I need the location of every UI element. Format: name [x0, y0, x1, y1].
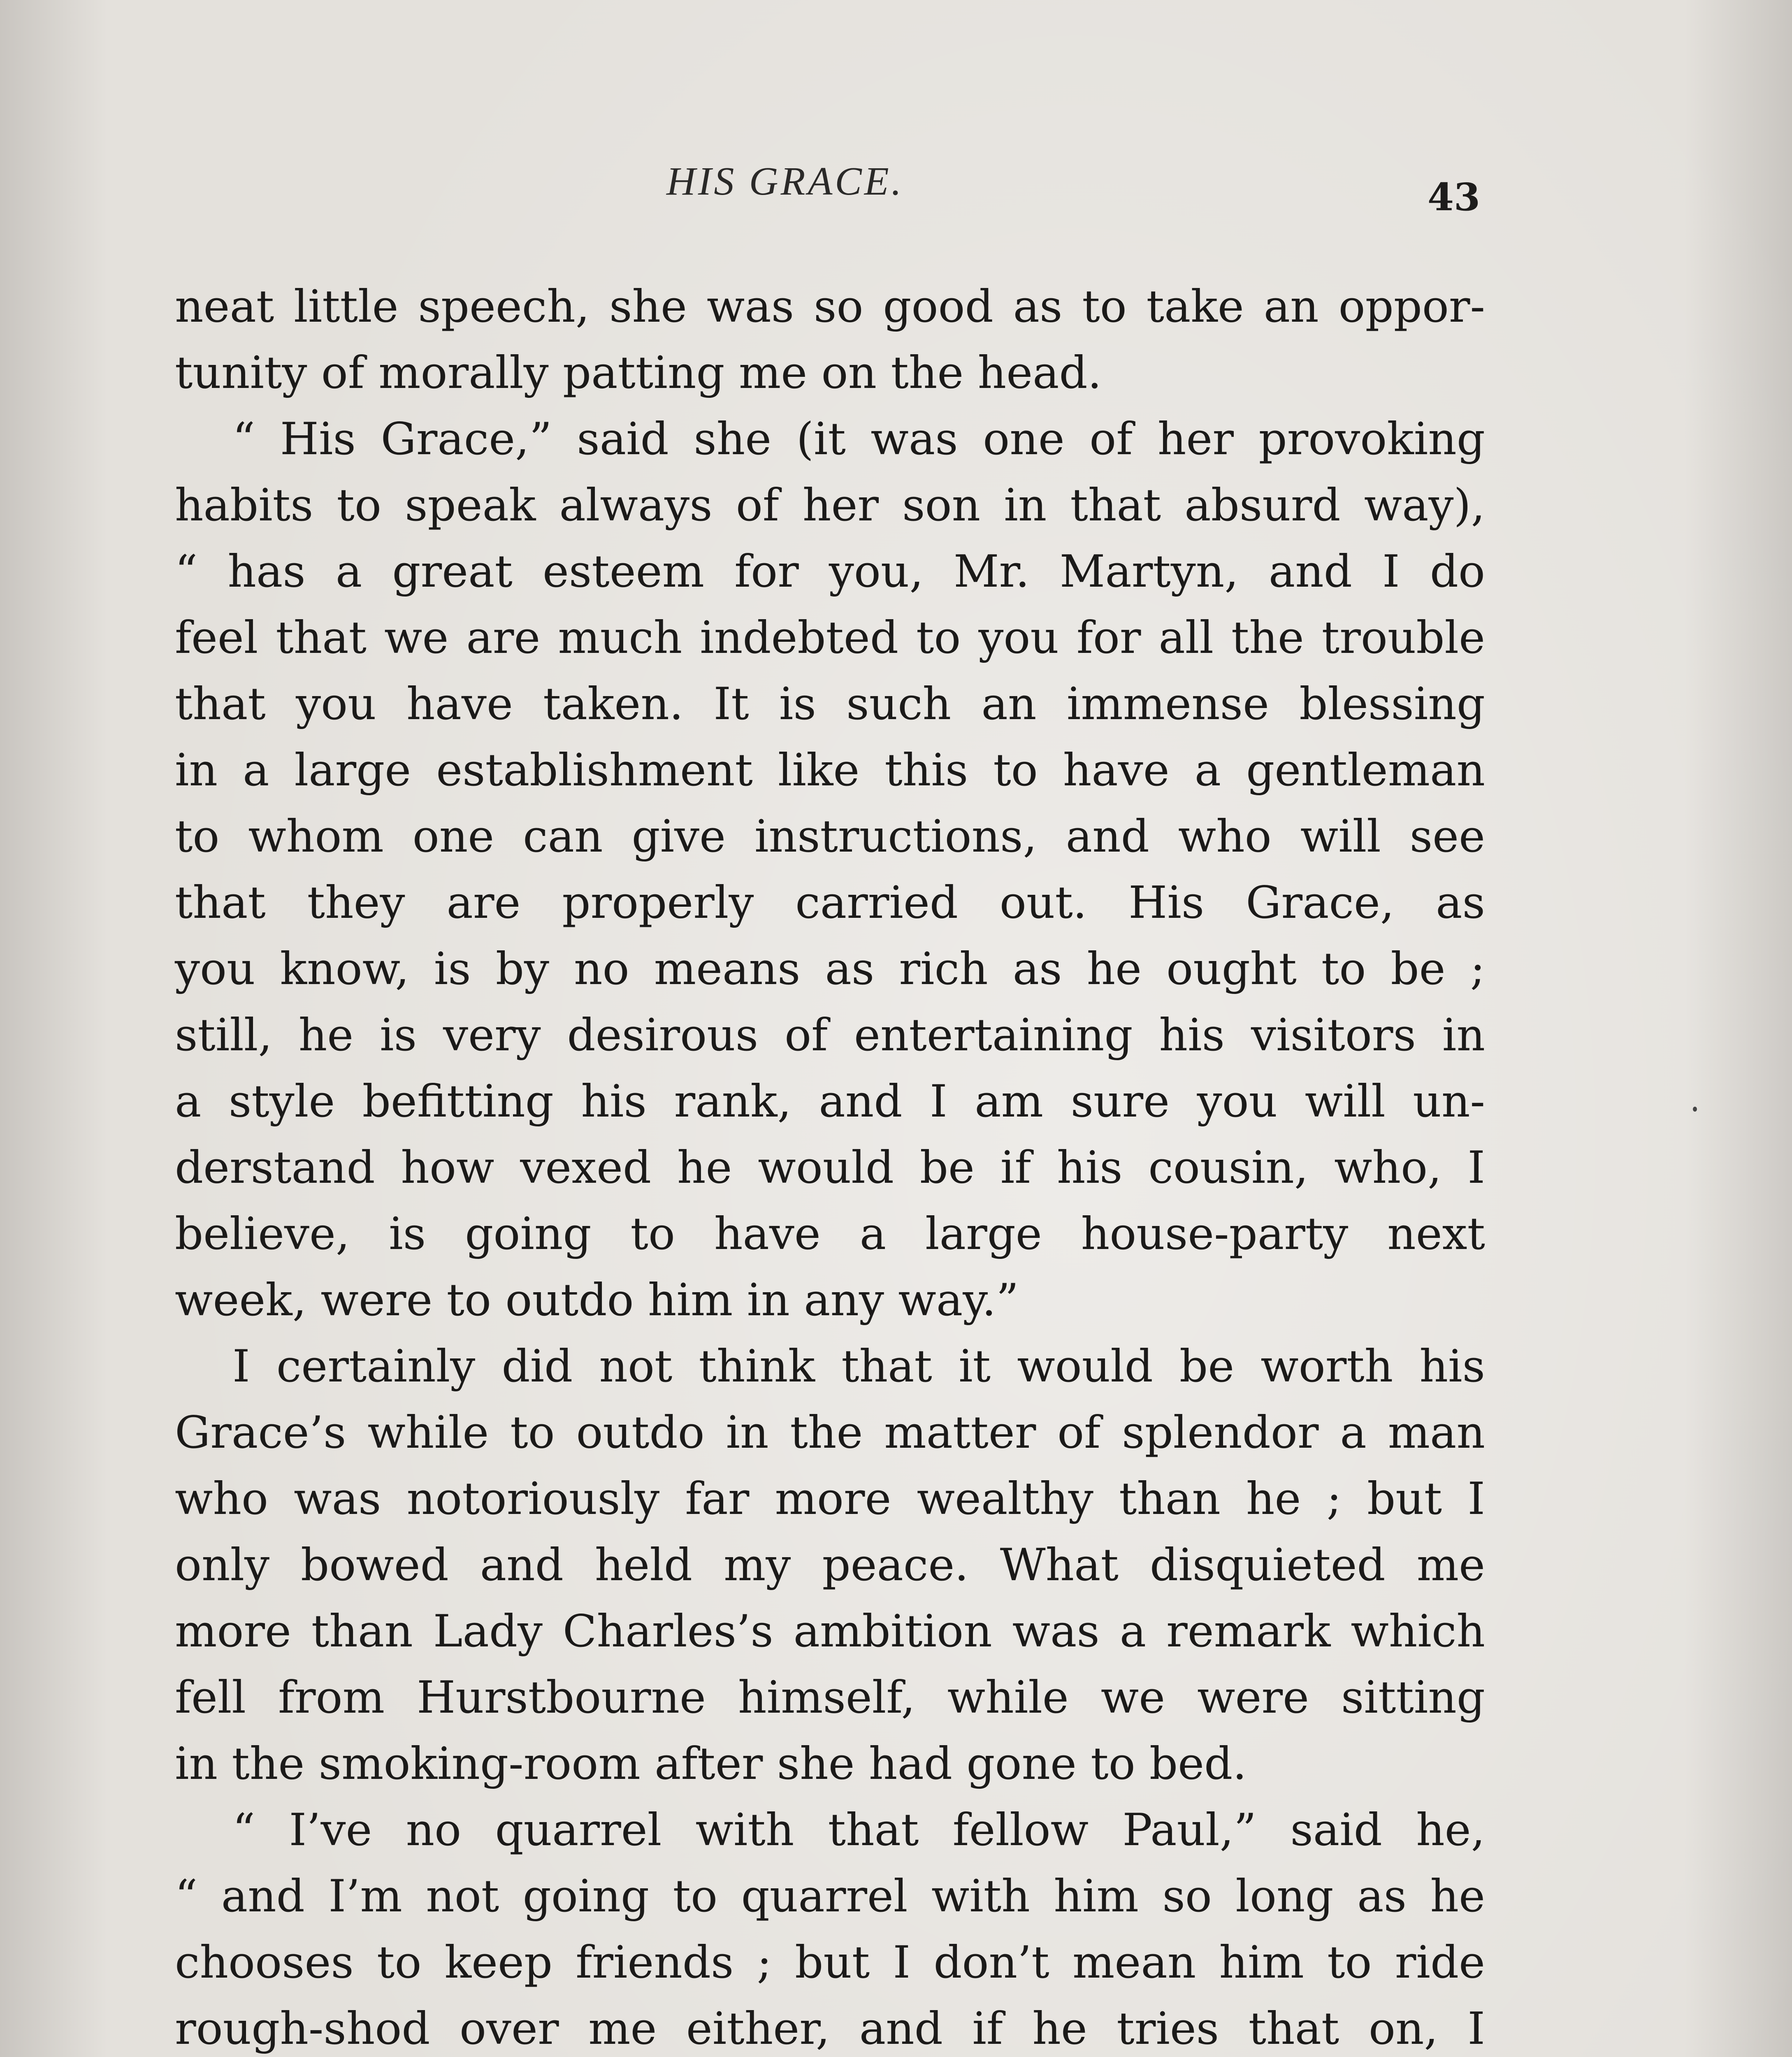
- text-line: “ I’ve no quarrel with that fellow Paul,” said he,: [232, 1804, 1485, 1856]
- text-line: fell from Hurstbourne himself, while we were sitting: [175, 1672, 1485, 1723]
- running-head: HIS GRACE.: [666, 159, 904, 204]
- text-line: “ has a great esteem for you, Mr. Martyn, and I do: [175, 546, 1485, 597]
- text-line: still, he is very desirous of entertaining his visitors in: [175, 1010, 1485, 1061]
- text-line: chooses to keep friends ; but I don’t mean him to ride: [175, 1937, 1485, 1988]
- text-line: to whom one can give instructions, and who will see: [175, 811, 1485, 862]
- text-line: feel that we are much indebted to you for all the trouble: [175, 612, 1485, 664]
- text-line: you know, is by no means as rich as he ought to be ;: [175, 943, 1485, 995]
- text-line: rough-shod over me either, and if he tries that on, I: [175, 2003, 1485, 2055]
- text-line: believe, is going to have a large house-party next: [175, 1208, 1485, 1260]
- text-line: only bowed and held my peace. What disquieted me: [175, 1539, 1485, 1591]
- text-line: “ His Grace,” said she (it was one of her provoking: [232, 413, 1485, 465]
- text-line: Grace’s while to outdo in the matter of splendor a man: [175, 1407, 1485, 1458]
- text-line: that you have taken. It is such an immense blessing: [175, 678, 1485, 730]
- text-line: more than Lady Charles’s ambition was a remark which: [175, 1606, 1485, 1657]
- text-line: who was notoriously far more wealthy than he ; but I: [175, 1473, 1485, 1525]
- body-text: [175, 274, 1485, 2057]
- text-line: in a large establishment like this to have a gentleman: [175, 745, 1485, 796]
- text-line: week, were to outdo him in any way.”: [175, 1275, 1019, 1326]
- page-number: 43: [1428, 175, 1481, 219]
- text-line: in the smoking-room after she had gone to bed.: [175, 1738, 1247, 1790]
- text-line: a style befitting his rank, and I am sure you will un-: [175, 1076, 1485, 1127]
- text-line: “ and I’m not going to quarrel with him so long as he: [175, 1871, 1485, 1922]
- text-line: I certainly did not think that it would be worth his: [232, 1341, 1485, 1392]
- text-line: that they are properly carried out. His Grace, as: [175, 877, 1485, 929]
- text-line: neat little speech, she was so good as to take an oppor-: [175, 281, 1485, 332]
- text-line: derstand how vexed he would be if his cousin, who, I: [175, 1142, 1485, 1193]
- text-line: tunity of morally patting me on the head.: [175, 347, 1102, 399]
- paper-speck: [1693, 1107, 1697, 1112]
- text-line: habits to speak always of her son in that absurd way),: [175, 480, 1485, 531]
